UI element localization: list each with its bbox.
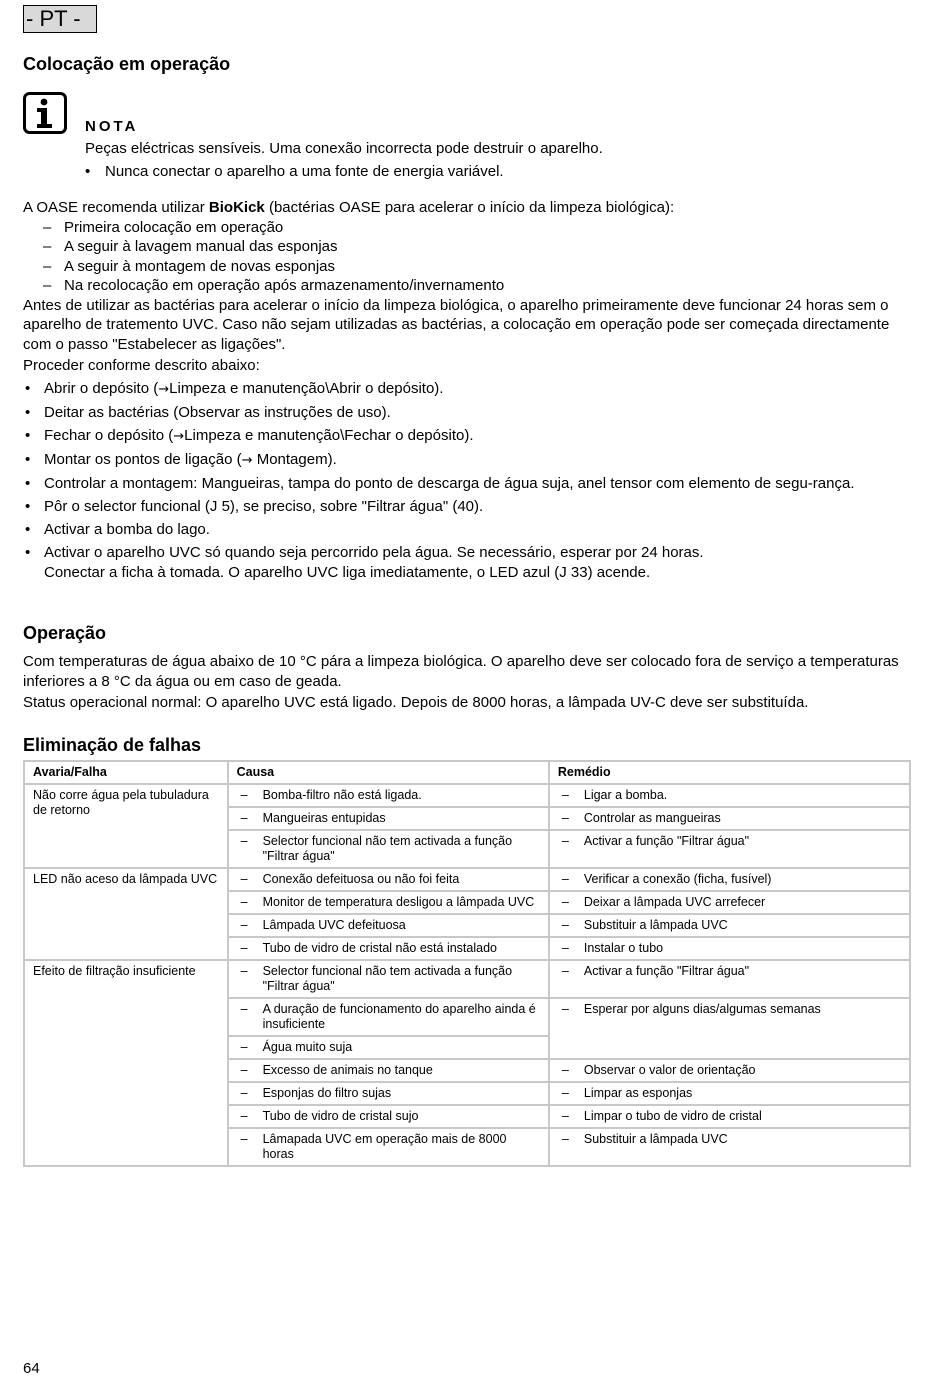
step-item: • Activar a bomba do lago. bbox=[23, 520, 917, 540]
remedy-cell: – Observar o valor de orientação bbox=[549, 1059, 910, 1082]
dash-item: – Na recolocação em operação após armazenamento/invernamento bbox=[23, 276, 917, 296]
intro-paragraph: A OASE recomenda utilizar BioKick (bactérias OASE para acelerar o início da limpeza biológica): bbox=[23, 199, 675, 216]
cause-cell: – Selector funcional não tem activada a função "Filtrar água" bbox=[228, 960, 549, 998]
remedy-cell: – Verificar a conexão (ficha, fusível) bbox=[549, 868, 910, 891]
cause-cell: – A duração de funcionamento do aparelho ainda é insuficiente bbox=[228, 998, 549, 1036]
step-item: • Controlar a montagem: Mangueiras, tampa do ponto de descarga de água suja, anel tensor com elemento de segu-rança. bbox=[23, 474, 917, 494]
cause-cell: – Tubo de vidro de cristal sujo bbox=[228, 1105, 549, 1128]
cause-cell: – Excesso de animais no tanque bbox=[228, 1059, 549, 1082]
section-title-startup: Colocação em operação bbox=[23, 54, 231, 74]
operation-body bbox=[23, 652, 917, 713]
brand-biokick: BioKick bbox=[208, 199, 265, 216]
remedy-cell: – Substituir a lâmpada UVC bbox=[549, 1128, 910, 1166]
cause-cell: – Tubo de vidro de cristal não está instalado bbox=[228, 937, 549, 960]
operation-paragraph: Com temperaturas de água abaixo de 10 °C pára a limpeza biológica. O aparelho deve ser colocado fora de serviço a temperaturas inferiores a 8 °C da água ou em caso de geada. bbox=[23, 653, 899, 690]
remedy-cell: – Activar a função "Filtrar água" bbox=[549, 830, 910, 868]
step-item: • Fechar o depósito (→Limpeza e manutenção\Fechar o depósito). bbox=[23, 426, 917, 447]
remedy-cell: – Controlar as mangueiras bbox=[549, 807, 910, 830]
remedy-cell: – Deixar a lâmpada UVC arrefecer bbox=[549, 891, 910, 914]
header-cause: Causa bbox=[228, 761, 549, 784]
cause-cell: – Selector funcional não tem activada a função "Filtrar água" bbox=[228, 830, 549, 868]
language-tag: - PT - bbox=[23, 5, 97, 33]
step-item: • Montar os pontos de ligação (→ Montagem). bbox=[23, 450, 917, 471]
cause-cell: – Água muito suja bbox=[228, 1036, 549, 1059]
remedy-cell: – Instalar o tubo bbox=[549, 937, 910, 960]
table-header-row bbox=[24, 761, 910, 784]
remedy-cell: – Limpar as esponjas bbox=[549, 1082, 910, 1105]
cause-cell: – Lâmpada UVC defeituosa bbox=[228, 914, 549, 937]
remedy-cell: – Substituir a lâmpada UVC bbox=[549, 914, 910, 937]
section-title-faults: Eliminação de falhas bbox=[23, 735, 202, 755]
startup-body bbox=[23, 198, 917, 582]
cause-cell: – Conexão defeituosa ou não foi feita bbox=[228, 868, 549, 891]
arrow-right-icon: → bbox=[241, 453, 253, 468]
table-row bbox=[24, 868, 910, 891]
faults-table bbox=[23, 760, 911, 1167]
info-icon bbox=[23, 92, 67, 134]
cause-cell: – Mangueiras entupidas bbox=[228, 807, 549, 830]
arrow-right-icon: → bbox=[158, 382, 170, 397]
arrow-right-icon: → bbox=[173, 429, 185, 444]
fault-cell: Não corre água pela tubuladura de retorno bbox=[24, 784, 228, 868]
note-title: NOTA bbox=[85, 118, 139, 135]
remedy-cell: – Activar a função "Filtrar água" bbox=[549, 960, 910, 998]
remedy-cell: – Limpar o tubo de vidro de cristal bbox=[549, 1105, 910, 1128]
note-text: Peças eléctricas sensíveis. Uma conexão incorrecta pode destruir o aparelho. bbox=[85, 140, 603, 157]
operation-status-paragraph: Status operacional normal: O aparelho UVC está ligado. Depois de 8000 horas, a lâmpada UV-C deve ser substituída. bbox=[23, 694, 809, 711]
step-item: • Activar o aparelho UVC só quando seja percorrido pela água. Se necessário, esperar por 24 horas. Conectar a ficha à tomada. O aparelho UVC liga imediatamente, o LED azul (J 33) acende. bbox=[23, 543, 917, 582]
cause-cell: – Bomba-filtro não está ligada. bbox=[228, 784, 549, 807]
proceed-text: Proceder conforme descrito abaixo: bbox=[23, 357, 260, 374]
dash-item: – A seguir à lavagem manual das esponjas bbox=[23, 237, 917, 257]
before-paragraph: Antes de utilizar as bactérias para acelerar o início da limpeza biológica, o aparelho primeiramente deve funcionar 24 horas sem o aparelho de tratemento UVC. Caso não sejam utilizadas as bactérias, a colocação em operação pode ser começada directamente com o passo "Estabelecer as ligações". bbox=[23, 296, 890, 353]
table-row bbox=[24, 784, 910, 807]
remedy-cell: – Ligar a bomba. bbox=[549, 784, 910, 807]
steps-list bbox=[23, 379, 917, 582]
header-remedy: Remédio bbox=[549, 761, 910, 784]
table-row bbox=[24, 960, 910, 998]
cause-cell: – Lâmapada UVC em operação mais de 8000 horas bbox=[228, 1128, 549, 1166]
page-number: 64 bbox=[23, 1360, 40, 1377]
usage-dash-list bbox=[23, 218, 917, 296]
cause-cell: – Esponjas do filtro sujas bbox=[228, 1082, 549, 1105]
fault-cell: LED não aceso da lâmpada UVC bbox=[24, 868, 228, 960]
dash-item: – A seguir à montagem de novas esponjas bbox=[23, 257, 917, 277]
section-title-operation: Operação bbox=[23, 623, 107, 643]
dash-item: – Primeira colocação em operação bbox=[23, 218, 917, 238]
step-item: • Deitar as bactérias (Observar as instruções de uso). bbox=[23, 403, 917, 423]
step-item: • Pôr o selector funcional (J 5), se preciso, sobre "Filtrar água" (40). bbox=[23, 497, 917, 517]
cause-cell: – Monitor de temperatura desligou a lâmpada UVC bbox=[228, 891, 549, 914]
note-bullet: • Nunca conectar o aparelho a uma fonte de energia variável. bbox=[85, 163, 504, 180]
header-fault: Avaria/Falha bbox=[24, 761, 228, 784]
fault-cell: Efeito de filtração insuficiente bbox=[24, 960, 228, 1166]
step-item: • Abrir o depósito (→Limpeza e manutenção\Abrir o depósito). bbox=[23, 379, 917, 400]
remedy-cell: – Esperar por alguns dias/algumas semanas bbox=[549, 998, 910, 1059]
